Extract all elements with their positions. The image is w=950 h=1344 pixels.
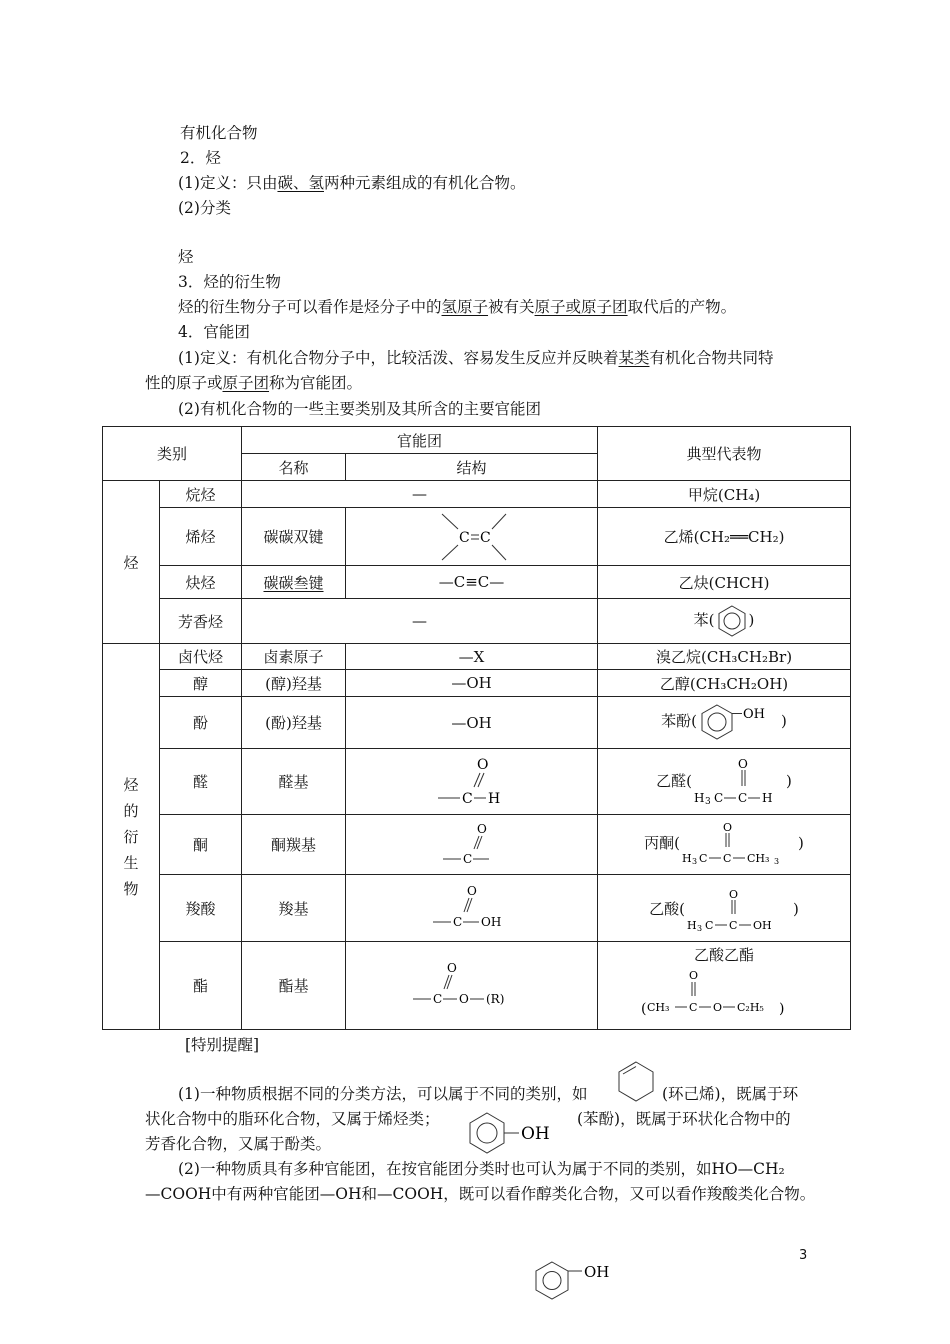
name-cell: 酮羰基 [242,815,346,875]
table-row [103,508,851,566]
structure-cell: —X [346,644,598,670]
ketone-group-structure [437,820,507,870]
name-cell: 酯基 [242,942,346,1030]
representative-name: 乙酸乙酯 [694,946,755,964]
name-cell: (酚)羟基 [242,697,346,749]
representative-cell: 乙醇(CH₃CH₂OH) [598,670,851,697]
table-row [103,599,851,644]
category-cell: 酚 [160,697,242,749]
text-line: (2)有机化合物的一些主要类别及其所含的主要官能团 [178,400,541,418]
svg-text:(R): (R) [485,991,504,1006]
representative-cell [598,599,851,644]
svg-text:CH₃: CH₃ [647,1001,670,1014]
svg-text:OH: OH [521,1124,550,1144]
svg-text:CH₃: CH₃ [747,852,770,865]
svg-text:O: O [446,960,457,975]
category-cell: 醛 [160,749,242,815]
svg-text:OH: OH [480,915,501,929]
svg-text:OH: OH [753,919,772,932]
definition-line [178,172,526,194]
name-cell: 碳碳双键 [242,508,346,566]
note-line: (环己烯)，既属于环 [662,1085,799,1103]
text-line [145,372,362,394]
svg-text:O: O [729,888,739,901]
svg-text:C: C [723,852,732,865]
text: ) [798,834,804,852]
section-heading: 3．烃的衍生物 [178,273,281,291]
acetaldehyde-structure [692,756,786,808]
aldehyde-group-structure [432,753,512,811]
svg-text:C: C [689,1001,698,1014]
header-category: 类别 [103,427,242,481]
text: ) [793,900,799,918]
header-name: 名称 [242,454,346,481]
name-cell: 羧基 [242,875,346,942]
note-line: (1)一种物质根据不同的分类方法，可以属于不同的类别，如 [178,1085,588,1103]
text: ) [781,712,787,730]
underlined-answer: 氢原子 [441,298,489,316]
text: ) [786,772,792,790]
group-derivative: 烃的衍生物 [103,644,160,1030]
table-row [103,815,851,875]
representative-cell [598,875,851,942]
svg-text:(: ( [641,1001,647,1017]
alkene-structure [417,510,527,564]
functional-group-table [102,426,851,1030]
text: 有机化合物共同特 [649,349,774,367]
note-line: 芳香化合物，又属于酚类。 [145,1135,332,1153]
underlined-answer: 原子团 [222,374,270,392]
underlined-answer: 原子或原子团 [534,298,628,316]
svg-text:3: 3 [692,857,698,866]
underlined-answer: 碳、氢 [277,174,324,192]
table-row [103,942,851,1030]
category-cell: 烯烃 [160,508,242,566]
category-cell: 醇 [160,670,242,697]
representative-cell [598,697,851,749]
svg-text:O: O [476,756,488,773]
category-cell: 芳香烃 [160,599,242,644]
text: 丙酮( [644,834,681,852]
svg-text:): ) [779,1001,785,1017]
representative-cell: 甲烷(CH₄) [598,481,851,508]
text: 两种元素组成的有机化合物。 [323,174,526,192]
structure-cell [346,508,598,566]
structure-cell: —OH [346,697,598,749]
representative-cell [598,815,851,875]
phenol-icon [465,1110,561,1156]
notes-title: [特别提醒] [185,1036,260,1054]
phenol-structure [697,702,781,742]
svg-text:O: O [476,821,487,836]
svg-text:H: H [762,791,773,805]
category-cell: 羧酸 [160,875,242,942]
note-line: (苯酚)，既属于环状化合物中的 [577,1110,791,1128]
representative-cell: 乙烯(CH₂══CH₂) [598,508,851,566]
acetic-acid-structure [685,885,793,935]
svg-text:H: H [694,791,705,805]
text: 烃的衍生物分子可以看作是烃分子中的 [178,298,442,316]
underlined-answer: 碳碳叁键 [263,573,324,592]
svg-text:C: C [479,529,491,546]
note-line: (2)一种物质具有多种官能团，在按官能团分类时也可认为属于不同的类别，如HO—CH₂ [178,1160,785,1178]
structure-cell [346,942,598,1030]
structure-cell: —C≡C— [346,566,598,599]
svg-text:O: O [713,1001,723,1014]
text: (1)定义：只由 [178,174,278,192]
section-heading: 2．烃 [180,149,221,167]
table-row [103,566,851,599]
text: 被有关 [488,298,535,316]
svg-text:3: 3 [705,797,711,807]
header-representative: 典型代表物 [598,427,851,481]
representative-cell [598,942,851,1030]
svg-text:H: H [682,852,692,865]
name-cell: 醛基 [242,749,346,815]
category-cell: 烷烃 [160,481,242,508]
header-structure: 结构 [346,454,598,481]
svg-text:H: H [687,919,697,932]
svg-text:C: C [452,915,462,929]
svg-text:C: C [738,791,748,805]
table-row [103,697,851,749]
svg-text:O: O [466,884,477,898]
table-row [103,670,851,697]
note-line: —COOH中有两种官能团—OH和—COOH，既可以看作醇类化合物，又可以看作羧酸类化合物。 [145,1185,816,1203]
name-cell: (醇)羟基 [242,670,346,697]
svg-text:OH: OH [743,707,766,722]
page-number: 3 [799,1248,808,1263]
table-row [103,875,851,942]
svg-text:C: C [729,919,738,932]
text: 苯( [693,611,715,629]
svg-text:C: C [705,919,714,932]
table-row [103,749,851,815]
svg-text:C: C [458,529,470,546]
ester-group-structure [407,956,537,1016]
svg-text:O: O [689,969,699,982]
cyclohexene-icon [613,1058,659,1104]
svg-text:O: O [723,821,733,834]
svg-text:C: C [432,991,442,1006]
acetone-structure [680,820,798,868]
text: ) [748,611,755,629]
text-line [178,296,736,318]
svg-text:C₂H₅: C₂H₅ [737,1001,764,1014]
svg-text:C: C [714,791,724,805]
svg-text:H: H [487,790,500,807]
svg-text:O: O [738,757,748,771]
ethyl-acetate-structure [639,965,809,1023]
text-line: 有机化合物 [180,124,258,142]
table-row [103,481,851,508]
text: 乙酸( [649,900,686,918]
svg-text:3: 3 [697,924,703,933]
category-cell: 炔烃 [160,566,242,599]
structure-cell: — [242,599,598,644]
svg-text:C: C [699,852,708,865]
text-line [178,347,774,369]
text: 取代后的产物。 [627,298,737,316]
representative-cell: 溴乙烷(CH₃CH₂Br) [598,644,851,670]
name-cell [242,566,346,599]
svg-text:3: 3 [774,857,780,866]
text: 称为官能团。 [269,374,363,392]
group-hydrocarbon: 烃 [103,481,160,644]
representative-cell: 乙炔(CHCH) [598,566,851,599]
name-cell: 卤素原子 [242,644,346,670]
benzene-ring-icon [715,603,749,639]
structure-cell: —OH [346,670,598,697]
category-cell: 卤代烃 [160,644,242,670]
table-row [103,644,851,670]
structure-cell: — [242,481,598,508]
svg-text:O: O [458,991,469,1006]
category-cell: 酮 [160,815,242,875]
text-line: (2)分类 [178,199,231,217]
text-line: 烃 [178,248,194,266]
text: (1)定义：有机化合物分子中，比较活泼、容易发生反应并反映着 [178,349,619,367]
text: 性的原子或 [145,374,223,392]
category-cell: 酯 [160,942,242,1030]
text: 苯酚( [661,712,698,730]
svg-text:OH: OH [584,1263,610,1281]
note-line: 状化合物中的脂环化合物，又属于烯烃类； [145,1110,440,1128]
structure-cell [346,815,598,875]
structure-cell [346,749,598,815]
structure-cell [346,875,598,942]
carboxyl-group-structure [427,881,517,935]
section-heading: 4．官能团 [178,323,250,341]
svg-text:C: C [461,790,473,807]
svg-text:C: C [462,851,472,866]
representative-cell [598,749,851,815]
text: 乙醛( [656,772,693,790]
underlined-answer: 某类 [618,349,650,367]
header-functional-group: 官能团 [242,427,598,454]
phenol-icon [532,1258,618,1306]
